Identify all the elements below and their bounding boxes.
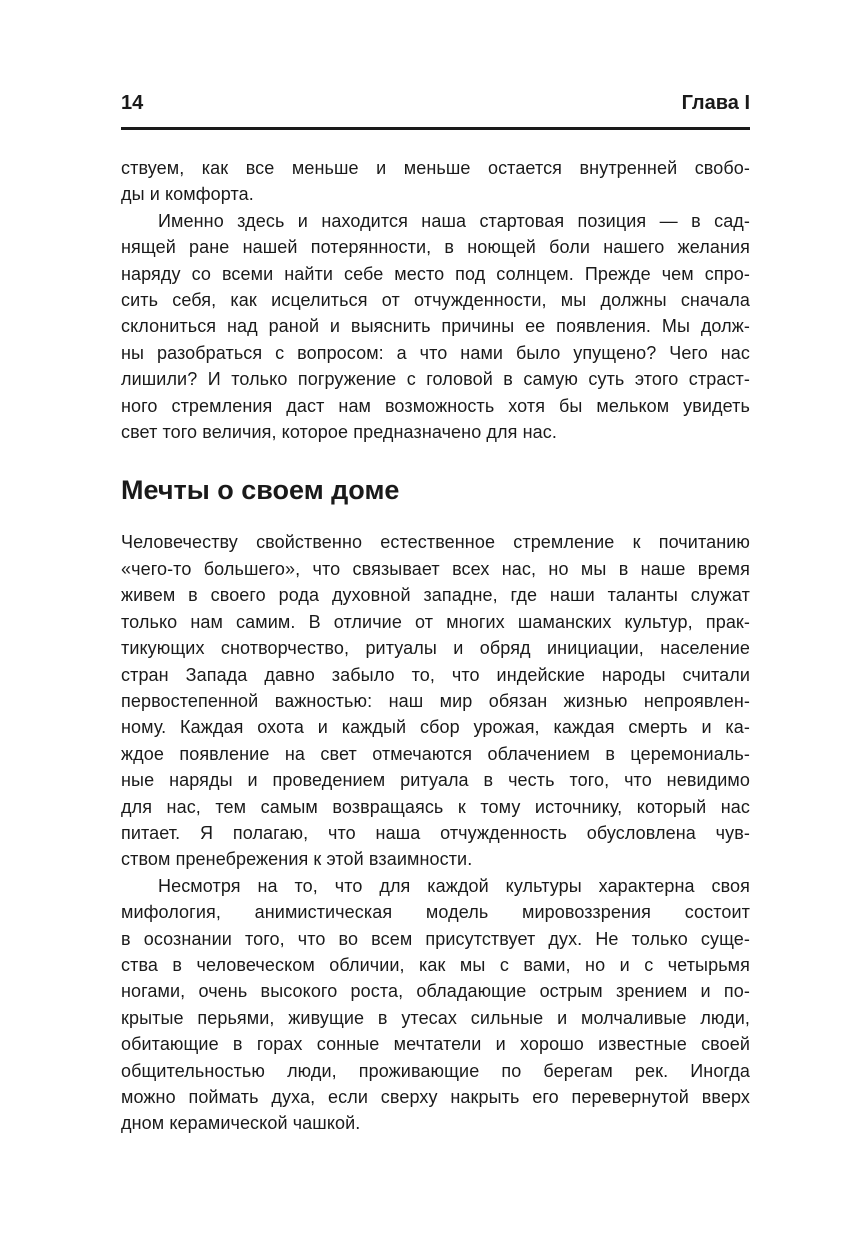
text-line: ждое появление на свет отмечаются облачением в церемониаль-: [121, 743, 750, 764]
text-line: склониться над раной и выяснить причины ее появления. Мы долж-: [121, 316, 750, 337]
text-line: ствуем, как все меньше и меньше остается внутренней свобо-: [121, 158, 750, 178]
page-body: [121, 155, 750, 1137]
text-line: ногами, очень высокого роста, обладающие острым зрением и по-: [121, 981, 750, 1002]
page-header: [121, 91, 750, 115]
text-line: ды и комфорта.: [121, 184, 254, 205]
text-line: можно поймать духа, если сверху накрыть его перевернутой вверх: [121, 1087, 750, 1107]
paragraph: [121, 873, 750, 1137]
text-line: свет того величия, которое предназначено для нас.: [121, 422, 557, 443]
text-line: ством пренебрежения к этой взаимности.: [121, 849, 473, 870]
text-line: обитающие в горах сонные мечтатели и хорошо известные своей: [121, 1034, 750, 1055]
text-line: ному. Каждая охота и каждый сбор урожая, каждая смерть и ка-: [121, 717, 750, 738]
text-line: стран Запада давно забыло то, что индейские народы считали: [121, 664, 750, 685]
header-rule: [121, 127, 750, 130]
text-line: для нас, тем самым возвращаясь к тому источнику, который нас: [121, 796, 750, 817]
text-line: Несмотря на то, что для каждой культуры характерна своя: [158, 875, 750, 896]
text-line: лишили? И только погружение с головой в самую суть этого страст-: [121, 369, 750, 390]
text-line: мифология, анимистическая модель мировоззрения состоит: [121, 902, 750, 923]
text-line: только нам самим. В отличие от многих шаманских культур, прак-: [121, 611, 750, 632]
text-line: общительностью люди, проживающие по берегам рек. Иногда: [121, 1060, 750, 1081]
paragraph: [121, 208, 750, 446]
text-line: питает. Я полагаю, что наша отчужденность обусловлена чув-: [121, 822, 750, 843]
text-line: крытые перьями, живущие в утесах сильные и молчаливые люди,: [121, 1007, 750, 1028]
text-line: в осознании того, что во всем присутствует дух. Не только суще-: [121, 928, 750, 949]
text-line: сить себя, как исцелиться от отчужденности, мы должны сначала: [121, 290, 750, 311]
text-line: нящей ране нашей потерянности, в ноющей боли нашего желания: [121, 237, 750, 258]
text-line: Именно здесь и находится наша стартовая позиция — в сад-: [158, 210, 750, 231]
page-number: 14: [121, 92, 144, 114]
text-line: ные наряды и проведением ритуала в честь того, что невидимо: [121, 770, 750, 791]
paragraph: [121, 529, 750, 872]
chapter-title: Глава I: [681, 92, 750, 114]
text-line: ного стремления даст нам возможность хотя бы мельком увидеть: [121, 395, 750, 416]
text-line: первостепенной важностью: наш мир обязан жизнью непроявлен-: [121, 690, 750, 711]
text-line: живем в своего рода духовной западне, где наши таланты служат: [121, 585, 750, 606]
text-line: Человечеству свойственно естественное стремление к почитанию: [121, 532, 750, 553]
text-line: наряду со всеми найти себе место под солнцем. Прежде чем спро-: [121, 263, 750, 284]
text-line: ства в человеческом обличии, как мы с вами, но и с четырьмя: [121, 954, 750, 975]
text-line: тикующих снотворчество, ритуалы и обряд инициации, население: [121, 638, 750, 659]
paragraph: [121, 155, 750, 208]
text-line: дном керамической чашкой.: [121, 1113, 361, 1134]
section-heading: Мечты о своем доме: [121, 475, 400, 506]
text-line: ны разобраться с вопросом: а что нами было упущено? Чего нас: [121, 342, 750, 363]
text-line: «чего-то большего», что связывает всех нас, но мы в наше время: [121, 558, 750, 579]
